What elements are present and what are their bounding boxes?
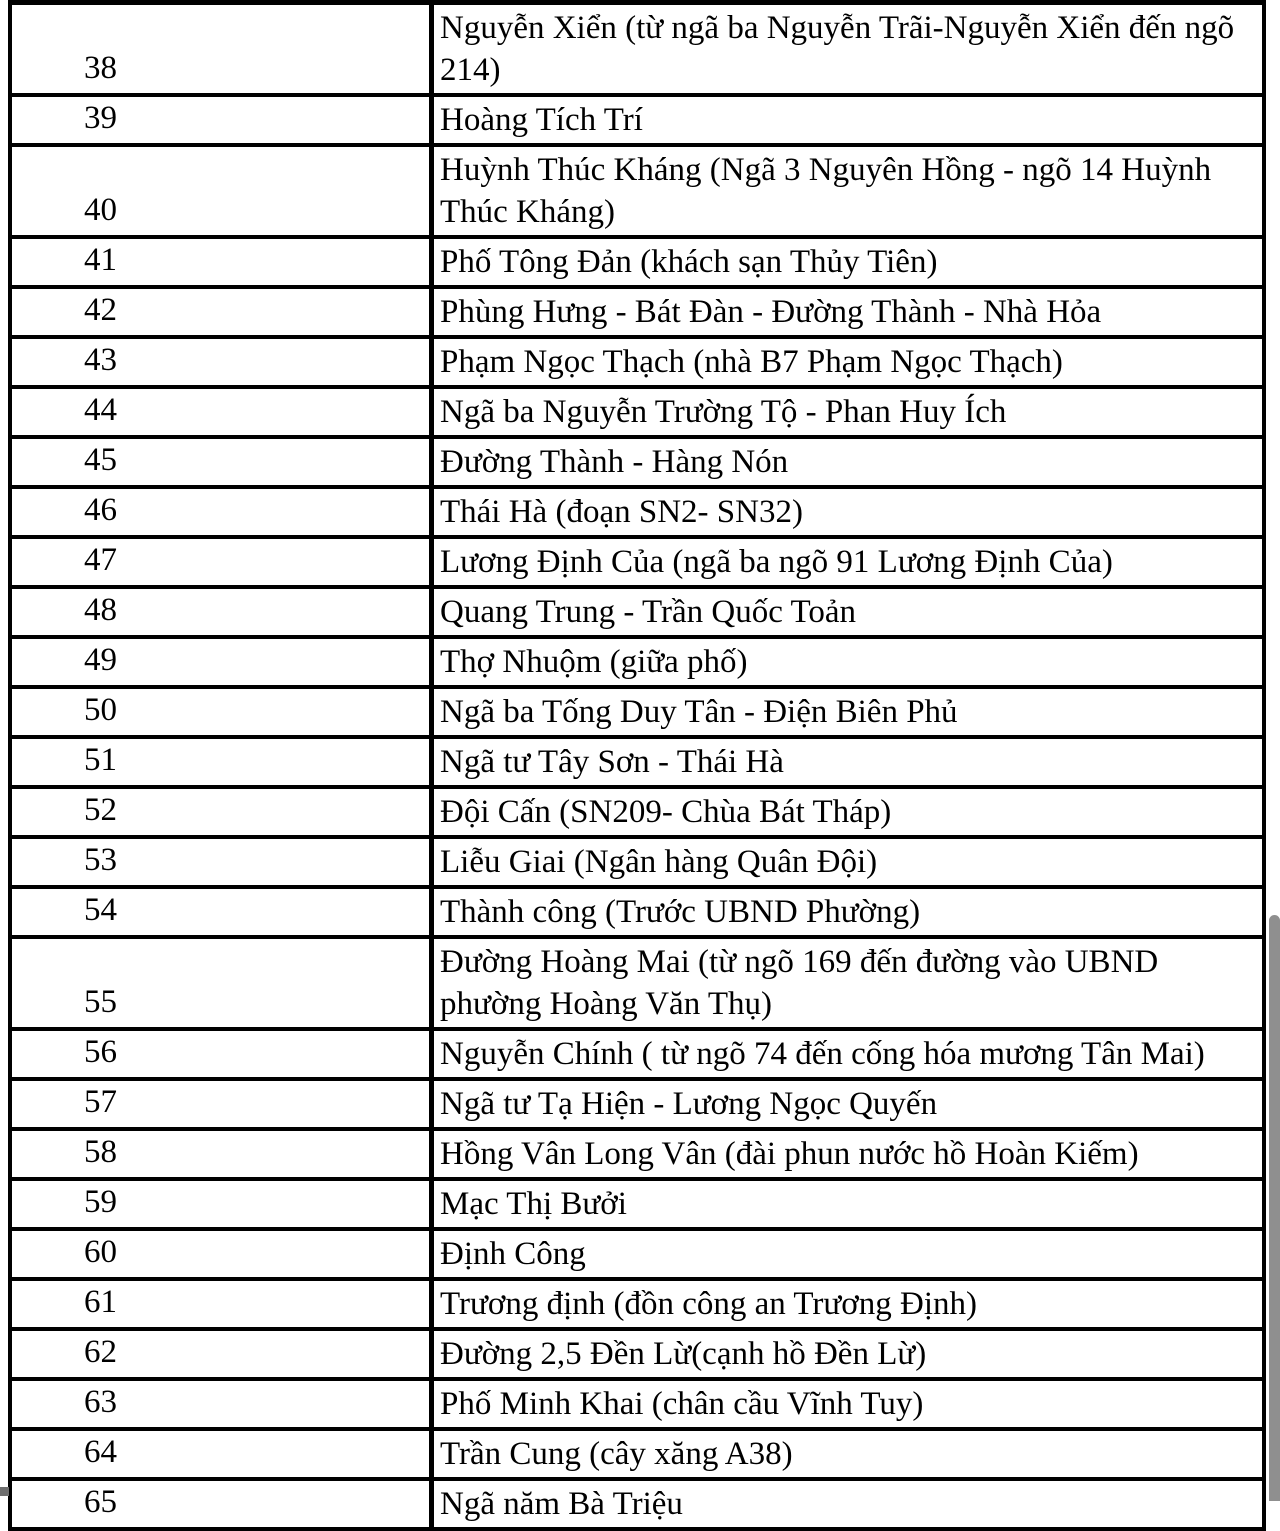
street-name-cell xyxy=(434,5,1262,93)
table-row xyxy=(12,439,1262,489)
table-row xyxy=(12,789,1262,839)
street-name-text: Ngã ba Nguyễn Trường Tộ - Phan Huy Ích xyxy=(440,394,1007,430)
street-name-text: Ngã tư Tạ Hiện - Lương Ngọc Quyến xyxy=(440,1086,938,1122)
street-name-text: Đội Cấn (SN209- Chùa Bát Tháp) xyxy=(440,794,892,830)
street-name-cell xyxy=(434,1081,1262,1127)
table-row xyxy=(12,1381,1262,1431)
table-row xyxy=(12,1431,1262,1481)
street-name-cell xyxy=(434,289,1262,335)
table-row xyxy=(12,1031,1262,1081)
row-number-cell: 48 xyxy=(12,589,434,635)
row-number-cell: 53 xyxy=(12,839,434,885)
street-name-cell xyxy=(434,1231,1262,1277)
street-name-cell xyxy=(434,589,1262,635)
street-name-text: Mạc Thị Bưởi xyxy=(440,1186,627,1222)
table-row xyxy=(12,147,1262,239)
street-name-text: Trương định (đồn công an Trương Định) xyxy=(440,1286,977,1322)
table-row xyxy=(12,1131,1262,1181)
table-row xyxy=(12,1481,1262,1531)
row-number-cell: 58 xyxy=(12,1131,434,1177)
row-number-cell: 60 xyxy=(12,1231,434,1277)
table-row xyxy=(12,939,1262,1031)
row-number-cell: 50 xyxy=(12,689,434,735)
row-number-cell: 57 xyxy=(12,1081,434,1127)
street-name-cell xyxy=(434,389,1262,435)
row-number-cell: 41 xyxy=(12,239,434,285)
row-number-cell: 64 xyxy=(12,1431,434,1477)
street-name-cell xyxy=(434,1481,1262,1527)
street-name-text: Huỳnh Thúc Kháng (Ngã 3 Nguyên Hồng - ngõ 14 Huỳnh Thúc Kháng) xyxy=(440,152,1212,230)
table-row xyxy=(12,1331,1262,1381)
table-row xyxy=(12,1281,1262,1331)
vertical-scrollbar-thumb[interactable] xyxy=(1269,915,1280,1501)
street-name-text: Ngã tư Tây Sơn - Thái Hà xyxy=(440,744,784,780)
street-name-text: Định Công xyxy=(440,1236,586,1272)
street-name-cell xyxy=(434,147,1262,235)
table-row xyxy=(12,1231,1262,1281)
street-name-text: Trần Cung (cây xăng A38) xyxy=(440,1436,793,1472)
row-number-cell: 39 xyxy=(12,97,434,143)
table-row xyxy=(12,639,1262,689)
street-name-text: Phố Tông Đản (khách sạn Thủy Tiên) xyxy=(440,244,938,280)
next-table-edge-artifact xyxy=(0,1487,9,1496)
street-name-text: Quang Trung - Trần Quốc Toản xyxy=(440,594,857,630)
street-name-text: Phùng Hưng - Bát Đàn - Đường Thành - Nhà Hỏa xyxy=(440,294,1102,330)
street-name-cell xyxy=(434,239,1262,285)
table-row xyxy=(12,889,1262,939)
street-name-cell xyxy=(434,1281,1262,1327)
table-row xyxy=(12,739,1262,789)
street-name-cell xyxy=(434,789,1262,835)
street-name-text: Đường Thành - Hàng Nón xyxy=(440,444,789,480)
street-name-text: Liễu Giai (Ngân hàng Quân Đội) xyxy=(440,844,878,880)
street-name-text: Ngã năm Bà Triệu xyxy=(440,1486,683,1522)
street-name-text: Thành công (Trước UBND Phường) xyxy=(440,894,921,930)
row-number-cell: 59 xyxy=(12,1181,434,1227)
street-name-cell xyxy=(434,1331,1262,1377)
row-number-cell: 44 xyxy=(12,389,434,435)
table-row xyxy=(12,1181,1262,1231)
row-number-cell: 49 xyxy=(12,639,434,685)
table-row xyxy=(12,339,1262,389)
street-name-cell xyxy=(434,1031,1262,1077)
street-name-cell xyxy=(434,439,1262,485)
street-name-cell xyxy=(434,839,1262,885)
row-number-cell: 47 xyxy=(12,539,434,585)
row-number-cell: 65 xyxy=(12,1481,434,1527)
table-row xyxy=(12,239,1262,289)
street-name-text: Đường 2,5 Đền Lừ(cạnh hồ Đền Lừ) xyxy=(440,1336,927,1372)
street-name-text: Phố Minh Khai (chân cầu Vĩnh Tuy) xyxy=(440,1386,924,1422)
street-name-cell xyxy=(434,889,1262,935)
street-name-cell xyxy=(434,1431,1262,1477)
table-row xyxy=(12,389,1262,439)
street-name-text: Ngã ba Tống Duy Tân - Điện Biên Phủ xyxy=(440,694,958,730)
table-row xyxy=(12,97,1262,147)
street-name-text: Nguyễn Chính ( từ ngõ 74 đến cống hóa mương Tân Mai) xyxy=(440,1036,1205,1072)
street-name-cell xyxy=(434,939,1262,1027)
row-number-cell: 42 xyxy=(12,289,434,335)
street-name-cell xyxy=(434,1381,1262,1427)
street-name-cell xyxy=(434,539,1262,585)
row-number-cell: 56 xyxy=(12,1031,434,1077)
row-number-cell: 62 xyxy=(12,1331,434,1377)
table-row xyxy=(12,839,1262,889)
row-number-cell: 46 xyxy=(12,489,434,535)
street-name-text: Thợ Nhuộm (giữa phố) xyxy=(440,644,748,680)
street-name-cell xyxy=(434,489,1262,535)
table-row xyxy=(12,5,1262,97)
street-name-cell xyxy=(434,1131,1262,1177)
row-number-cell: 51 xyxy=(12,739,434,785)
row-number-cell: 38 xyxy=(12,5,434,93)
street-name-cell xyxy=(434,1181,1262,1227)
street-name-cell xyxy=(434,339,1262,385)
row-number-cell: 43 xyxy=(12,339,434,385)
street-name-text: Hoàng Tích Trí xyxy=(440,102,643,138)
table-row xyxy=(12,689,1262,739)
street-name-text: Hồng Vân Long Vân (đài phun nước hồ Hoàn Kiếm) xyxy=(440,1136,1139,1172)
table-row xyxy=(12,489,1262,539)
table-row xyxy=(12,1081,1262,1131)
table-row xyxy=(12,539,1262,589)
table-row xyxy=(12,289,1262,339)
table-row xyxy=(12,589,1262,639)
row-number-cell: 54 xyxy=(12,889,434,935)
row-number-cell: 55 xyxy=(12,939,434,1027)
street-name-cell xyxy=(434,739,1262,785)
street-name-cell xyxy=(434,639,1262,685)
row-number-cell: 63 xyxy=(12,1381,434,1427)
row-number-cell: 45 xyxy=(12,439,434,485)
street-name-text: Thái Hà (đoạn SN2- SN32) xyxy=(440,494,803,530)
row-number-cell: 40 xyxy=(12,147,434,235)
street-name-text: Nguyễn Xiển (từ ngã ba Nguyễn Trãi-Nguyễn Xiển đến ngõ 214) xyxy=(440,10,1235,88)
street-name-text: Đường Hoàng Mai (từ ngõ 169 đến đường vào UBND phường Hoàng Văn Thụ) xyxy=(440,944,1159,1022)
street-name-cell xyxy=(434,689,1262,735)
row-number-cell: 61 xyxy=(12,1281,434,1327)
row-number-cell: 52 xyxy=(12,789,434,835)
streets-table xyxy=(8,0,1266,1531)
street-name-text: Lương Định Của (ngã ba ngõ 91 Lương Định Của) xyxy=(440,544,1113,580)
street-name-cell xyxy=(434,97,1262,143)
street-name-text: Phạm Ngọc Thạch (nhà B7 Phạm Ngọc Thạch) xyxy=(440,344,1063,380)
